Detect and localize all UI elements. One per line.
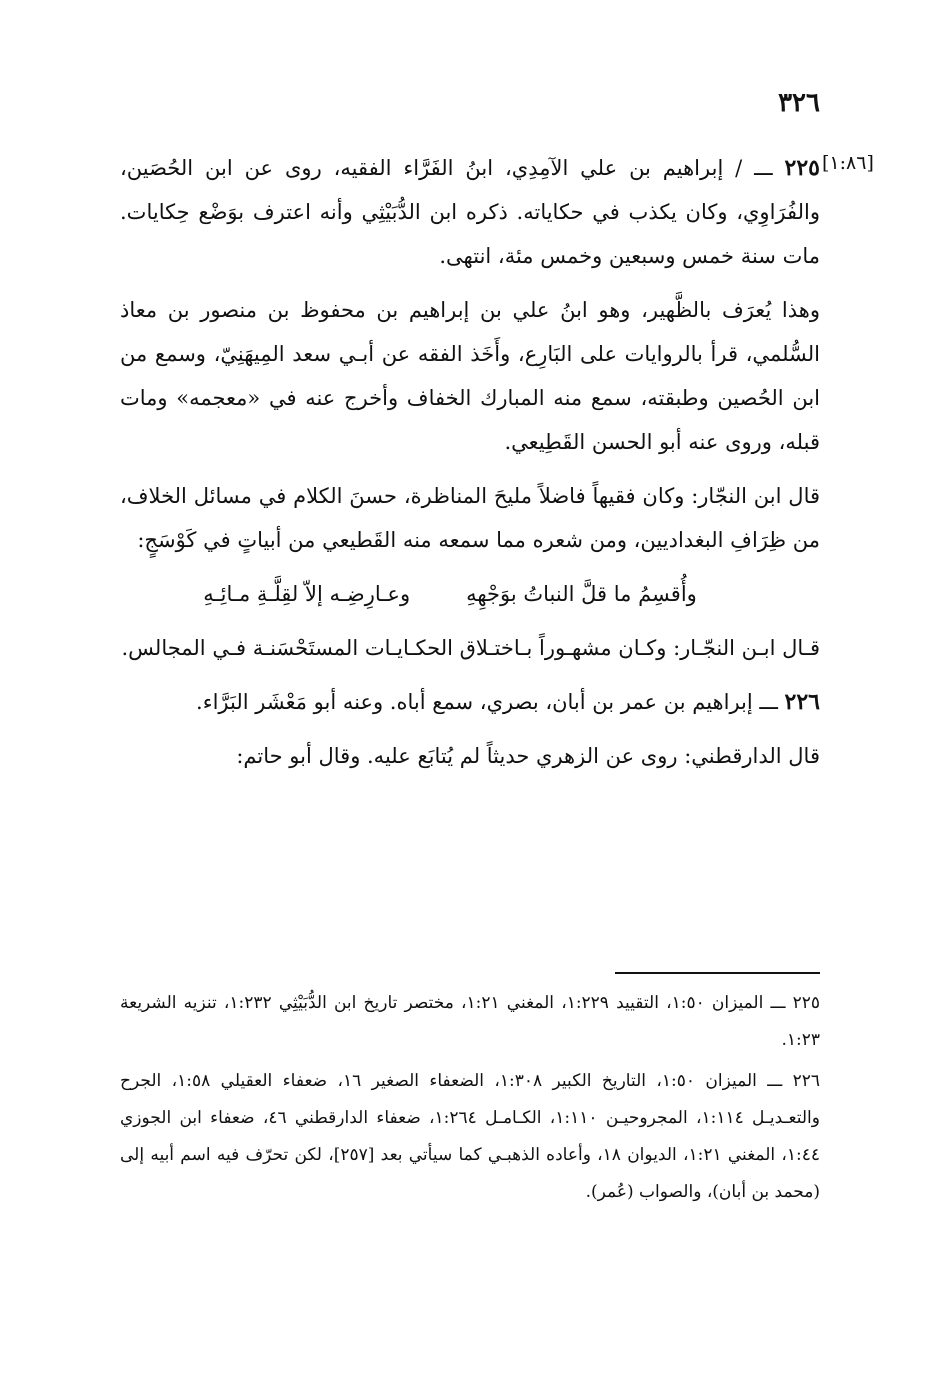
entry-text: ـــ / إبراهيم بن علي الآمِدِي، ابنُ الفَرَّاء الفقيه، روى عن ابن الحُصَين، والفُرَاوِي، وكان يكذب في حكاياته. ذكره ابن الدُّبَيْثِي وأنه اعترف بوَضْع حِكايات. مات سنة خمس وسبعين وخمس مئة، انتهى. [120, 156, 820, 268]
poem-verse [120, 572, 820, 616]
footnote: ٢٢٦ ـــ الميزان ١:٥٠، التاريخ الكبير ١:٣٠٨، الضعفاء الصغير ١٦، ضعفاء العقيلي ١:٥٨، الجرح والتعـديـل ١:١١٤، المجروحيـن ١:١١٠، الكـامـل ١:٢٦٤، ضعفاء الدارقطني ٤٦، ضعفاء ابن الجوزي ١:٤٤، المغني ١:٢١، الديوان ١٨، وأعاده الذهبـي كما سيأتي بعد [٢٥٧]، لكن تحرّف فيه اسم أبيه إلى (محمد بن أبان)، والصواب (عُمر). [120, 1071, 820, 1202]
entry-225 [120, 146, 820, 278]
paragraph: قال الدارقطني: روى عن الزهري حديثاً لم يُتابَع عليه. وقال أبو حاتم: [236, 744, 820, 768]
entry-226 [120, 680, 820, 724]
page-number: ٣٢٦ [778, 88, 820, 118]
entry-number: ٢٢٦ [784, 689, 820, 715]
main-text [120, 146, 820, 788]
footnotes [120, 985, 820, 1215]
entry-text: ـــ إبراهيم بن عمر بن أبان، بصري، سمع أباه. وعنه أبو مَعْشَر البَرَّاء. [196, 690, 778, 714]
footnote-divider [615, 972, 820, 974]
poem-hemistich-second: وعـارِضِـه إلاّ لقِلَّـةِ مـائِـهِ [203, 582, 411, 606]
paragraph: قال ابن النجّار: وكان فقيهاً فاضلاً مليحَ المناظرة، حسنَ الكلام في مسائل الخلاف، من ظِرَافِ البغداديين، ومن شعره مما سمعه منه القَطيعي من أبياتٍ في كَوْسَجٍ: [120, 484, 820, 552]
paragraph: وهذا يُعرَف بالظَّهير، وهو ابنُ علي بن إبراهيم بن محفوظ بن منصور بن معاذ السُّلمي، قرأ بالروايات على البَارِع، وأَخَذ الفقه عن أبـي سعد المِيهَنِيّ، وسمع من ابن الحُصين وطبقته، سمع منه المبارك الخفاف وأخرج عنه في «معجمه» ومات قبله، وروى عنه أبو الحسن القَطِيعي. [120, 298, 820, 454]
paragraph: قـال ابـن النجّـار: وكـان مشهـوراً بـاختـلاق الحكـايـات المستَحْسَنـة فـي المجالس. [121, 636, 820, 660]
footnote: ٢٢٥ ـــ الميزان ١:٥٠، التقييد ١:٢٢٩، المغني ١:٢١، مختصر تاريخ ابن الدُّبَيْثِي ١:٢٣٢، تنزيه الشريعة ١:٢٣. [120, 993, 820, 1050]
poem-hemistich-first: وأُقسِمُ ما قلَّ النباتُ بوَجْهِهِ [466, 582, 697, 606]
entry-number: ٢٢٥ [784, 155, 820, 181]
margin-reference: [١:٨٦] [822, 152, 874, 174]
